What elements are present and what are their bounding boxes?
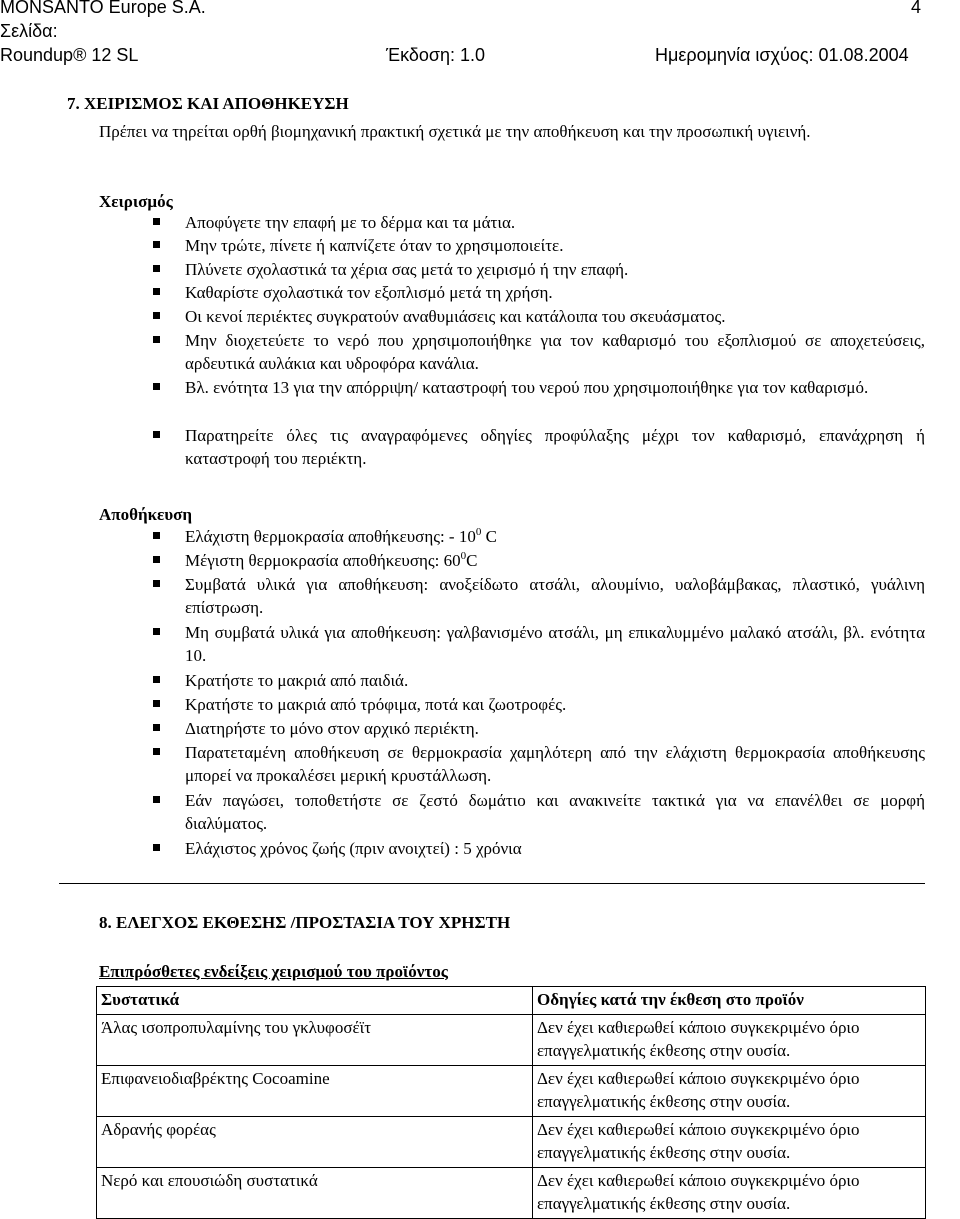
table-header-row [97, 987, 926, 1015]
handling-item: Πλύνετε σχολαστικά τα χέρια σας μετά το χειρισμό ή την επαφή. [185, 260, 629, 279]
max-temp-unit: C [466, 551, 478, 570]
handling-heading: Χειρισμός [99, 192, 173, 211]
table-row [97, 1066, 926, 1117]
table-cell-ingredient: Επιφανειοδιαβρέκτης Cocoamine [97, 1066, 533, 1117]
section-8-subtitle: Επιπρόσθετες ενδείξεις χειρισμού του προϊόντος [99, 962, 448, 981]
handling-item: Καθαρίστε σχολαστικά τον εξοπλισμό μετά τη χρήση. [185, 283, 553, 302]
page-number: 4 [911, 0, 922, 17]
max-temp-text: Μέγιστη θερμοκρασία αποθήκευσης: 60 [185, 551, 461, 570]
bullet-icon [153, 431, 160, 438]
storage-item: Συμβατά υλικά για αποθήκευση: ανοξείδωτο ατσάλι, αλουμίνιο, υαλοβάμβακας, πλαστικό, γυάλινη επίστρωση. [185, 575, 925, 617]
section-8-title: 8. ΕΛΕΓΧΟΣ ΕΚΘΕΣΗΣ /ΠΡΟΣΤΑΣΙΑ ΤΟΥ ΧΡΗΣΤΗ [99, 913, 511, 932]
section-7-title: 7. ΧΕΙΡΙΣΜΟΣ ΚΑΙ ΑΠΟΘΗΚΕΥΣΗ [67, 94, 349, 113]
handling-item: Παρατηρείτε όλες τις αναγραφόμενες οδηγίες προφύλαξης μέχρι τον καθαρισμό, επανάχρηση ή καταστροφή του περιέκτη. [185, 426, 925, 468]
bullet-icon [153, 700, 160, 707]
handling-item: Μην διοχετεύετε το νερό που χρησιμοποιήθηκε για τον καθαρισμό του εξοπλισμού σε αποχετεύσεις, αρδευτικά αυλάκια και υδροφόρα κανάλια. [185, 331, 925, 373]
bullet-icon [153, 336, 160, 343]
min-temp-sup: 0 [475, 526, 482, 538]
table-header-instructions: Οδηγίες κατά την έκθεση στο προϊόν [533, 987, 926, 1015]
registered-mark: ® [73, 45, 87, 65]
product-name [0, 44, 138, 66]
bullet-icon [153, 265, 160, 272]
table-cell-instruction: Δεν έχει καθιερωθεί κάποιο συγκεκριμένο όριο επαγγελματικής έκθεσης στην ουσία. [533, 1168, 926, 1219]
bullet-icon [153, 676, 160, 683]
bullet-icon [153, 724, 160, 731]
max-temp-sup: 0 [460, 550, 467, 562]
handling-item: Αποφύγετε την επαφή με το δέρμα και τα μάτια. [185, 213, 516, 232]
table-cell-ingredient: Άλας ισοπροπυλαμίνης του γκλυφοσέϊτ [97, 1015, 533, 1066]
bullet-icon [153, 796, 160, 803]
table-cell-instruction: Δεν έχει καθιερωθεί κάποιο συγκεκριμένο όριο επαγγελματικής έκθεσης στην ουσία. [533, 1066, 926, 1117]
min-temp-text: Ελάχιστη θερμοκρασία αποθήκευσης: - 10 [185, 527, 476, 546]
storage-max-temp [185, 549, 925, 572]
page-label: Σελίδα: [0, 21, 58, 41]
bullet-icon [153, 383, 160, 390]
table-cell-instruction: Δεν έχει καθιερωθεί κάποιο συγκεκριμένο όριο επαγγελματικής έκθεσης στην ουσία. [533, 1117, 926, 1168]
table-header-ingredients: Συστατικά [97, 987, 533, 1015]
table-cell-instruction: Δεν έχει καθιερωθεί κάποιο συγκεκριμένο όριο επαγγελματικής έκθεσης στην ουσία. [533, 1015, 926, 1066]
company-name: MONSANTO Europe S.A. [0, 0, 206, 17]
table-row [97, 1117, 926, 1168]
section-divider [59, 883, 925, 884]
handling-item: Μην τρώτε, πίνετε ή καπνίζετε όταν το χρησιμοποιείτε. [185, 236, 564, 255]
storage-min-temp [185, 525, 925, 548]
bullet-icon [153, 288, 160, 295]
bullet-icon [153, 748, 160, 755]
table-row [97, 1168, 926, 1219]
valid-date: Ημερομηνία ισχύος: 01.08.2004 [655, 45, 909, 65]
exposure-table [96, 986, 926, 1219]
bullet-icon [153, 241, 160, 248]
handling-item: Οι κενοί περιέκτες συγκρατούν αναθυμιάσεις και κατάλοιπα του σκευάσματος. [185, 307, 726, 326]
bullet-icon [153, 628, 160, 635]
table-cell-ingredient: Αδρανής φορέας [97, 1117, 533, 1168]
storage-item: Ελάχιστος χρόνος ζωής (πριν ανοιχτεί) : 5 χρόνια [185, 839, 522, 858]
bullet-icon [153, 312, 160, 319]
storage-item: Κρατήστε το μακριά από παιδιά. [185, 671, 409, 690]
storage-item: Εάν παγώσει, τοποθετήστε σε ζεστό δωμάτιο και ανακινείτε τακτικά για να επανέλθει σε μορφή διαλύματος. [185, 791, 925, 833]
bullet-icon [153, 844, 160, 851]
version: Έκδοση: 1.0 [386, 45, 486, 65]
bullet-icon [153, 556, 160, 563]
section-7-intro: Πρέπει να τηρείται ορθή βιομηχανική πρακτική σχετικά με την αποθήκευση και την προσωπική υγιεινή. [99, 122, 811, 141]
storage-heading: Αποθήκευση [99, 505, 193, 524]
storage-item: Παρατεταμένη αποθήκευση σε θερμοκρασία χαμηλότερη από την ελάχιστη θερμοκρασία αποθήκευσης μπορεί να προκαλέσει μερική κρυστάλλωση. [185, 743, 925, 785]
storage-item: Διατηρήστε το μόνο στον αρχικό περιέκτη. [185, 719, 479, 738]
storage-item: Κρατήστε το μακριά από τρόφιμα, ποτά και ζωοτροφές. [185, 695, 567, 714]
bullet-icon [153, 218, 160, 225]
product-base: Roundup [0, 45, 74, 65]
table-cell-ingredient: Νερό και επουσιώδη συστατικά [97, 1168, 533, 1219]
product-suffix: 12 SL [86, 45, 139, 65]
storage-item: Μη συμβατά υλικά για αποθήκευση: γαλβανισμένο ατσάλι, μη επικαλυμμένο μαλακό ατσάλι, βλ. ενότητα 10. [185, 623, 925, 665]
bullet-icon [153, 580, 160, 587]
handling-item: Βλ. ενότητα 13 για την απόρριψη/ καταστροφή του νερού που χρησιμοποιήθηκε για τον καθαρισμό. [185, 378, 869, 397]
bullet-icon [153, 532, 160, 539]
min-temp-unit: C [481, 527, 497, 546]
table-row [97, 1015, 926, 1066]
